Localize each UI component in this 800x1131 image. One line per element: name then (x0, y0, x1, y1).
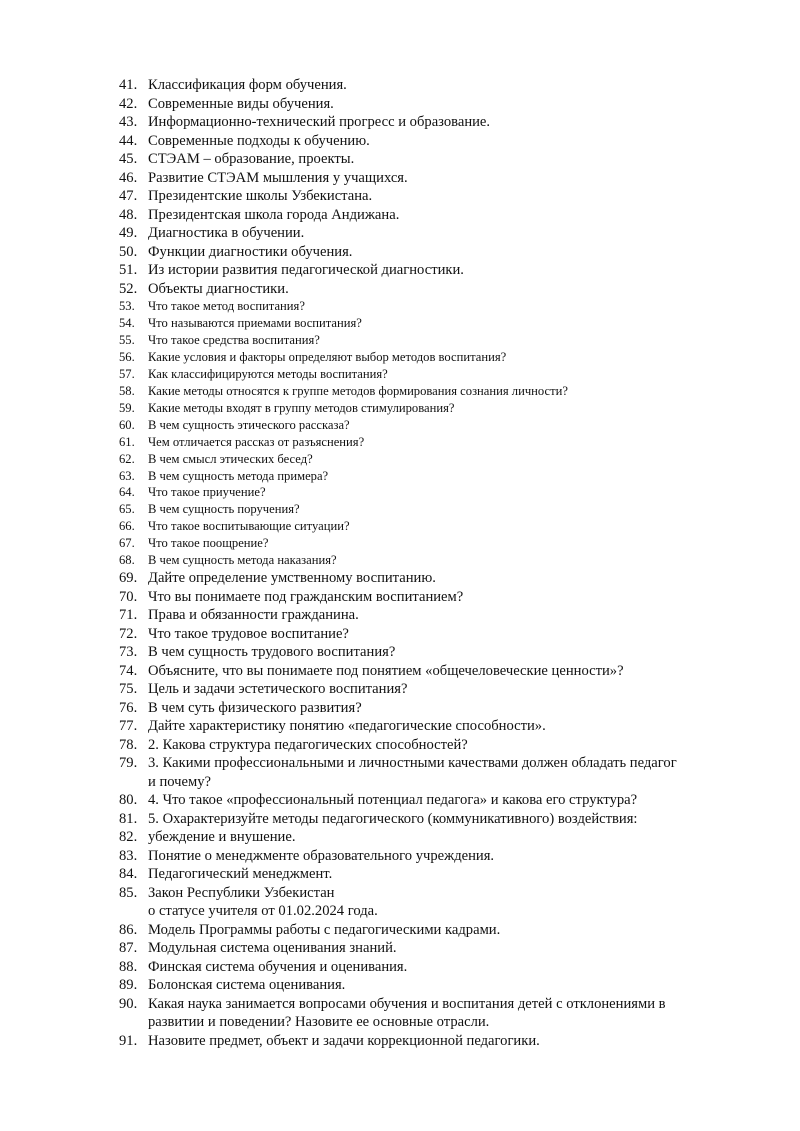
item-number: 50. (119, 243, 138, 260)
list-item (119, 569, 759, 588)
list-item (119, 400, 759, 417)
item-number: 76. (119, 699, 138, 716)
list-item (119, 791, 759, 810)
list-item (119, 169, 759, 188)
item-text: Классификация форм обучения. (148, 77, 347, 93)
item-number: 79. (119, 755, 138, 772)
item-text: Педагогический менеджмент. (148, 866, 333, 883)
item-text: В чем сущность поручения? (148, 502, 300, 517)
list-item (119, 95, 759, 114)
item-text: Информационно-технический прогресс и образование. (148, 114, 491, 130)
item-number: 49. (119, 225, 138, 241)
item-number: 61. (119, 434, 135, 449)
item-text: В чем суть физического развития? (148, 699, 362, 716)
item-number: 60. (119, 417, 135, 432)
item-text: Развитие СТЭАМ мышления у учащихся. (148, 169, 408, 186)
list-item (119, 332, 759, 349)
question-list (119, 76, 759, 1050)
item-text: В чем сущность метода наказания? (148, 553, 337, 568)
list-item (119, 717, 759, 736)
list-item (119, 366, 759, 383)
item-number: 89. (119, 977, 138, 994)
item-text (148, 754, 759, 791)
item-number: 58. (119, 383, 135, 398)
list-item (119, 884, 759, 921)
item-number: 82. (119, 829, 138, 846)
item-number: 66. (119, 519, 135, 534)
item-number: 47. (119, 188, 138, 204)
item-number: 51. (119, 262, 138, 278)
item-text: Современные подходы к обучению. (148, 132, 370, 149)
item-text: Дайте характеристику понятию «педагогические способности». (148, 718, 546, 735)
item-number: 90. (119, 995, 138, 1012)
item-text: Права и обязанности гражданина. (148, 607, 359, 624)
list-item (119, 417, 759, 434)
item-number: 74. (119, 662, 138, 679)
item-text-line: Закон Республики Узбекистан (148, 884, 335, 901)
item-text: Что такое метод воспитания? (148, 299, 305, 313)
item-text: Что называются приемами воспитания? (148, 315, 362, 330)
list-item (119, 754, 759, 791)
item-text: Из истории развития педагогической диагностики. (148, 262, 464, 278)
item-number: 56. (119, 349, 135, 364)
item-number: 54. (119, 315, 135, 330)
list-item (119, 699, 759, 718)
item-text: Чем отличается рассказ от разъяснения? (148, 434, 365, 449)
item-number: 53. (119, 299, 135, 313)
item-number: 87. (119, 940, 138, 957)
item-number: 45. (119, 151, 138, 167)
item-text-line: о статусе учителя от 01.02.2024 года. (148, 903, 378, 920)
item-number: 88. (119, 958, 138, 975)
item-number: 77. (119, 718, 138, 735)
list-item (119, 298, 759, 315)
list-item (119, 643, 759, 662)
item-number: 70. (119, 588, 138, 605)
item-number: 57. (119, 366, 135, 381)
item-text-line: Какая наука занимается вопросами обучения и воспитания детей с отклонениями в (148, 995, 666, 1012)
item-text: Болонская система оценивания. (148, 977, 346, 994)
item-text (148, 884, 759, 921)
list-item (119, 315, 759, 332)
item-text: Какие методы входят в группу методов стимулирования? (148, 400, 455, 415)
item-number: 84. (119, 866, 138, 883)
item-text: Объекты диагностики. (148, 280, 289, 297)
list-item (119, 206, 759, 225)
item-text: Финская система обучения и оценивания. (148, 958, 408, 975)
list-item (119, 1032, 759, 1051)
list-item (119, 187, 759, 206)
list-item (119, 680, 759, 699)
list-item (119, 606, 759, 625)
item-text-line: и почему? (148, 773, 212, 790)
list-item (119, 113, 759, 132)
item-text: Что такое трудовое воспитание? (148, 625, 349, 642)
item-number: 85. (119, 884, 138, 901)
item-number: 81. (119, 810, 138, 827)
item-text: Что такое поощрение? (148, 536, 269, 551)
item-text-line: 3. Какими профессиональными и личностными качествами должен обладать педагог (148, 755, 677, 772)
list-item (119, 662, 759, 681)
item-number: 44. (119, 132, 138, 149)
list-item (119, 939, 759, 958)
list-item (119, 625, 759, 644)
item-number: 43. (119, 114, 138, 130)
item-text (148, 995, 759, 1032)
list-item (119, 995, 759, 1032)
list-item (119, 383, 759, 400)
item-number: 86. (119, 921, 138, 938)
item-number: 73. (119, 644, 138, 661)
item-text: убеждение и внушение. (148, 829, 296, 846)
item-text: Модель Программы работы с педагогическими кадрами. (148, 921, 501, 938)
item-text: Что вы понимаете под гражданским воспитанием? (148, 588, 464, 605)
list-item (119, 224, 759, 243)
item-number: 72. (119, 625, 138, 642)
item-text: Понятие о менеджменте образовательного учреждения. (148, 847, 495, 864)
item-text: Функции диагностики обучения. (148, 243, 353, 260)
list-item (119, 132, 759, 151)
list-item (119, 958, 759, 977)
list-item (119, 865, 759, 884)
item-text: Что такое приучение? (148, 485, 266, 500)
item-text: 4. Что такое «профессиональный потенциал педагога» и какова его структура? (148, 792, 638, 809)
item-number: 65. (119, 502, 135, 517)
list-item (119, 280, 759, 299)
item-number: 52. (119, 280, 138, 297)
item-number: 71. (119, 607, 138, 624)
item-number: 64. (119, 485, 135, 500)
list-item (119, 736, 759, 755)
item-number: 42. (119, 95, 138, 112)
list-item (119, 501, 759, 518)
item-text: Цель и задачи эстетического воспитания? (148, 681, 408, 698)
list-item (119, 518, 759, 535)
list-item (119, 451, 759, 468)
item-text: Модульная система оценивания знаний. (148, 940, 397, 957)
item-text: 5. Охарактеризуйте методы педагогического (коммуникативного) воздействия: (148, 810, 638, 827)
item-text: В чем сущность этического рассказа? (148, 417, 350, 432)
list-item (119, 588, 759, 607)
list-item (119, 261, 759, 280)
item-text: Как классифицируются методы воспитания? (148, 366, 388, 381)
item-text: Объясните, что вы понимаете под понятием «общечеловеческие ценности»? (148, 662, 624, 679)
list-item (119, 468, 759, 485)
item-text: Какие методы относятся к группе методов формирования сознания личности? (148, 383, 568, 398)
item-text: Что такое средства воспитания? (148, 332, 320, 347)
item-number: 55. (119, 332, 135, 347)
item-text: Какие условия и факторы определяют выбор методов воспитания? (148, 349, 507, 364)
item-number: 46. (119, 169, 138, 186)
list-item (119, 552, 759, 569)
item-text: В чем сущность трудового воспитания? (148, 644, 396, 661)
item-text: СТЭАМ – образование, проекты. (148, 151, 355, 167)
list-item (119, 150, 759, 169)
item-text: Диагностика в обучении. (148, 225, 305, 241)
item-number: 75. (119, 681, 138, 698)
list-item (119, 976, 759, 995)
item-number: 91. (119, 1032, 138, 1049)
list-item (119, 828, 759, 847)
item-number: 78. (119, 736, 138, 753)
item-number: 48. (119, 206, 138, 223)
item-text: Президентская школа города Андижана. (148, 206, 400, 223)
item-number: 62. (119, 451, 135, 466)
list-item (119, 810, 759, 829)
item-number: 59. (119, 400, 135, 415)
item-text: Дайте определение умственному воспитанию. (148, 570, 436, 587)
item-text: Что такое воспитывающие ситуации? (148, 519, 350, 534)
item-text: В чем смысл этических бесед? (148, 451, 313, 466)
list-item (119, 349, 759, 366)
item-number: 41. (119, 77, 138, 93)
item-text: 2. Какова структура педагогических способностей? (148, 736, 468, 753)
item-number: 67. (119, 536, 135, 551)
item-text: Современные виды обучения. (148, 95, 334, 112)
list-item (119, 434, 759, 451)
item-text-line: развитии и поведении? Назовите ее основные отрасли. (148, 1014, 490, 1031)
list-item (119, 484, 759, 501)
list-item (119, 535, 759, 552)
item-text: В чем сущность метода примера? (148, 468, 329, 483)
item-text: Назовите предмет, объект и задачи коррекционной педагогики. (148, 1032, 540, 1049)
item-number: 83. (119, 847, 138, 864)
list-item (119, 921, 759, 940)
list-item (119, 243, 759, 262)
list-item (119, 847, 759, 866)
item-number: 63. (119, 468, 135, 483)
item-number: 69. (119, 570, 138, 587)
item-number: 68. (119, 553, 135, 568)
item-text: Президентские школы Узбекистана. (148, 188, 373, 204)
list-item (119, 76, 759, 95)
item-number: 80. (119, 792, 138, 809)
